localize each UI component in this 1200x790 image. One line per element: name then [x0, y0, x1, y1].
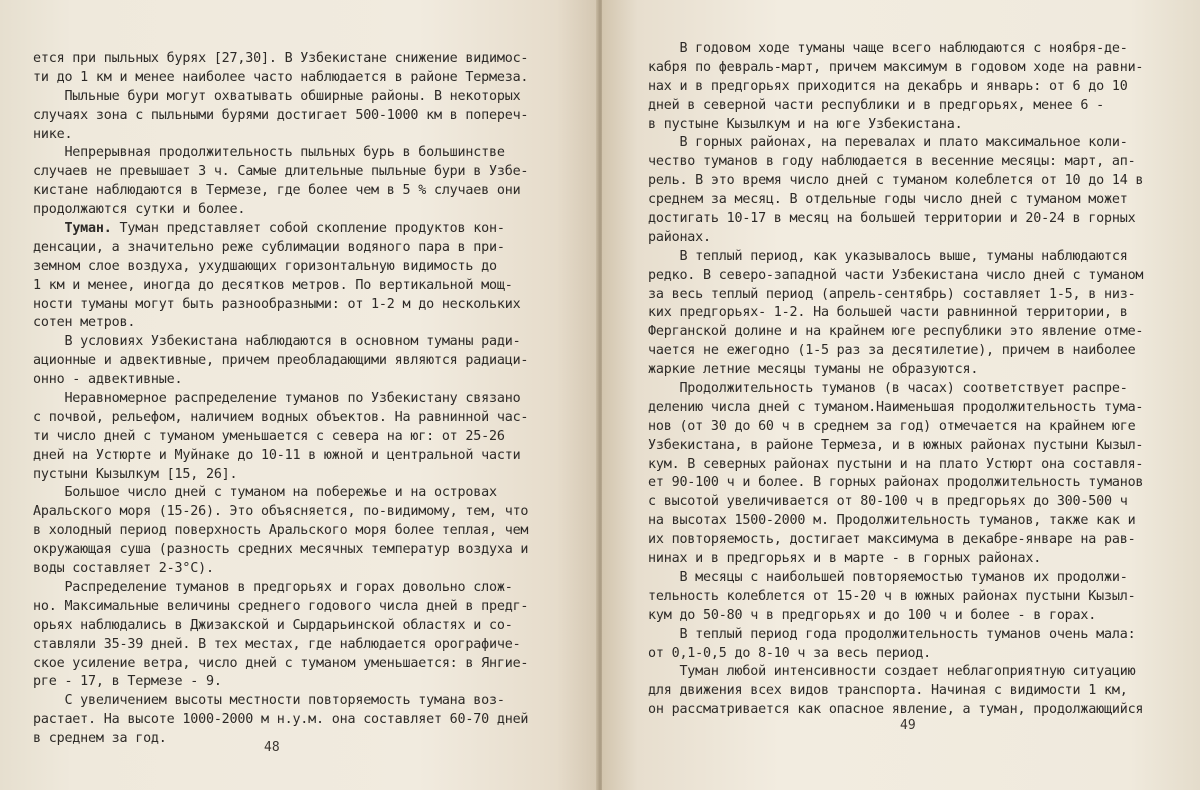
text-line: кум до 50-80 ч в предгорьях и до 100 ч и более - в горах. [648, 607, 1097, 623]
text-line: В условиях Узбекистана наблюдаются в основном туманы ради- [33, 334, 521, 350]
text-line: ности туманы могут быть разнообразными: от 1-2 м до нескольких [33, 296, 521, 312]
text-line: нов (от 30 до 60 ч в среднем за год) отмечается на крайнем юге [648, 418, 1136, 434]
text-line: ское усиление ветра, число дней с туманом уменьшается: в Янгие- [33, 655, 529, 671]
text-line: денсации, а значительно реже сублимации водяного пара в при- [33, 239, 505, 255]
text-line: В теплый период, как указывалось выше, туманы наблюдаются [648, 248, 1128, 264]
text-line: на высотах 1500-2000 м. Продолжительность туманов, также как и [648, 513, 1136, 529]
text-line: делению числа дней с туманом.Наименьшая продолжительность тума- [648, 399, 1144, 415]
text-line: В месяцы с наибольшей повторяемостью туманов их продолжи- [648, 569, 1128, 585]
text-line: Распределение туманов в предгорьях и горах довольно слож- [33, 579, 513, 595]
text-line: ационные и адвективные, причем преобладающими являются радиаци- [33, 353, 529, 369]
text-line: достигать 10-17 в месяц на большей территории и 20-24 в горных [648, 211, 1136, 227]
text-line: чается не ежегодно (1-5 раз за десятилетие), причем в наиболее [648, 343, 1136, 359]
text-line: ти до 1 км и менее наиболее часто наблюдается в районе Термеза. [33, 69, 529, 85]
text-line: В горных районах, на перевалах и плато максимальное коли- [648, 135, 1128, 151]
text-line: случаев не превышает 3 ч. Самые длительные пыльные бури в Узбе- [33, 164, 529, 180]
text-line: дней в северной части республики и в предгорьях, менее 6 - [648, 97, 1104, 113]
text-line: дней на Устюрте и Муйнаке до 10-11 в южной и центральной части [33, 447, 521, 463]
text-line: нах и в предгорьях приходится на декабрь и январь: от 6 до 10 [648, 78, 1128, 94]
text-line: в пустыне Кызылкум и на юге Узбекистана. [648, 116, 963, 132]
text-line: Туман. Туман представляет собой скопление продуктов кон- [64, 221, 505, 237]
text-line: тельность колеблется от 15-20 ч в южных районах пустыни Кызыл- [648, 588, 1136, 604]
text-line: окружающая суша (разность средних месячных температур воздуха и [33, 542, 529, 558]
text-line: кистане наблюдаются в Термезе, где более чем в 5 % случаев они [33, 183, 521, 199]
text-line: случаях зона с пыльными бурями достигает 500-1000 км в попереч- [33, 107, 529, 123]
text-line: ет 90-100 ч и более. В горных районах продолжительность туманов [648, 475, 1144, 491]
text-line: В годовом ходе туманы чаще всего наблюдаются с ноября-де- [648, 41, 1128, 56]
text-line: ется при пыльных бурях [27,30]. В Узбекистане снижение видимос- [33, 51, 529, 66]
text-line: 1 км и менее, иногда до десятков метров. По вертикальной мощ- [33, 277, 513, 293]
text-line: Аральского моря (15-26). Это объясняется, по-видимому, тем, что [33, 504, 529, 520]
text-line: ких предгорьях- 1-2. На большей части равнинной территории, в [648, 305, 1128, 321]
text-line: Ферганской долине и на крайнем юге республики это явление отме- [648, 324, 1144, 340]
left-page [0, 0, 598, 790]
text-line: для движения всех видов транспорта. Начиная с видимости 1 км, [648, 683, 1128, 699]
text-line: С увеличением высоты местности повторяемость тумана воз- [33, 693, 505, 709]
page-number-48: 48 [264, 740, 280, 755]
left-page-text [33, 50, 581, 749]
text-line: нинах и в предгорьях и в марте - в горных районах. [648, 551, 1042, 567]
text-line: орьях наблюдались в Джизакской и Сырдарьинской областях и со- [33, 617, 513, 633]
text-line: онно - адвективные. [33, 372, 183, 388]
text-line: продолжаются сутки и более. [33, 202, 246, 218]
text-line: нике. [33, 126, 73, 142]
text-line: от 0,1-0,5 до 8-10 ч за весь период. [648, 645, 932, 661]
text-line: земном слое воздуха, ухудшающих горизонтальную видимость до [33, 258, 497, 274]
text-line: Узбекистана, в районе Термеза, и в южных районах пустыни Кызыл- [648, 437, 1144, 453]
text-line: Большое число дней с туманом на побережье и на островах [33, 485, 497, 501]
text-line: рге - 17, в Термезе - 9. [33, 674, 222, 690]
text-line: он рассматривается как опасное явление, а туман, продолжающийся [648, 702, 1144, 718]
text-line: кабря по февраль-март, причем максимум в годовом ходе на равни- [648, 59, 1144, 75]
text-line: растает. На высоте 1000-2000 м н.у.м. она составляет 60-70 дней [33, 712, 529, 728]
text-line: жаркие летние месяцы туманы не образуются. [648, 362, 979, 378]
text-line: редко. В северо-западной части Узбекистана число дней с туманом [648, 267, 1144, 283]
text-line: ставляли 35-39 дней. В тех местах, где наблюдается орографиче- [33, 636, 521, 652]
page-number-49: 49 [900, 718, 916, 733]
bold-term: Туман. [64, 221, 112, 237]
text-line: ти число дней с туманом уменьшается с севера на юг: от 25-26 [33, 428, 505, 444]
text-line: но. Максимальные величины среднего годового числа дней в предг- [33, 598, 529, 614]
text-line: сотен метров. [33, 315, 136, 331]
text-line: Туман любой интенсивности создает неблагоприятную ситуацию [648, 664, 1136, 680]
text-line: чество туманов в году наблюдается в весенние месяцы: март, ап- [648, 154, 1136, 170]
text-line: районах. [648, 229, 711, 245]
text-line: за весь теплый период (апрель-сентябрь) составляет 1-5, в низ- [648, 286, 1136, 302]
text-line: среднем за месяц. В отдельные годы число дней с туманом может [648, 192, 1128, 208]
text-line: В теплый период года продолжительность туманов очень мала: [648, 626, 1136, 642]
text-line: рель. В это время число дней с туманом колеблется от 10 до 14 в [648, 173, 1144, 189]
text-line: с почвой, рельефом, наличием водных объектов. На равнинной час- [33, 409, 529, 425]
text-line: пустыни Кызылкум [15, 26]. [33, 466, 238, 482]
text-line: их повторяемость, достигает максимума в декабре-январе на рав- [648, 532, 1136, 548]
right-page [602, 0, 1200, 790]
text-line: Неравномерное распределение туманов по Узбекистану связано [33, 391, 521, 407]
text-line: с высотой увеличивается от 80-100 ч в предгорьях до 300-500 ч [648, 494, 1128, 510]
text-line: Продолжительность туманов (в часах) соответствует распре- [648, 381, 1128, 397]
text-line: в холодный период поверхность Аральского моря более теплая, чем [33, 523, 529, 539]
text-line: в среднем за год. [33, 731, 167, 747]
text-line: Пыльные бури могут охватывать обширные районы. В некоторых [33, 88, 521, 104]
text-line: Непрерывная продолжительность пыльных бурь в большинстве [33, 145, 505, 161]
right-page-text [648, 40, 1188, 720]
text-line: воды составляет 2-3°С). [33, 561, 214, 577]
text-line: кум. В северных районах пустыни и на плато Устюрт она составля- [648, 456, 1144, 472]
